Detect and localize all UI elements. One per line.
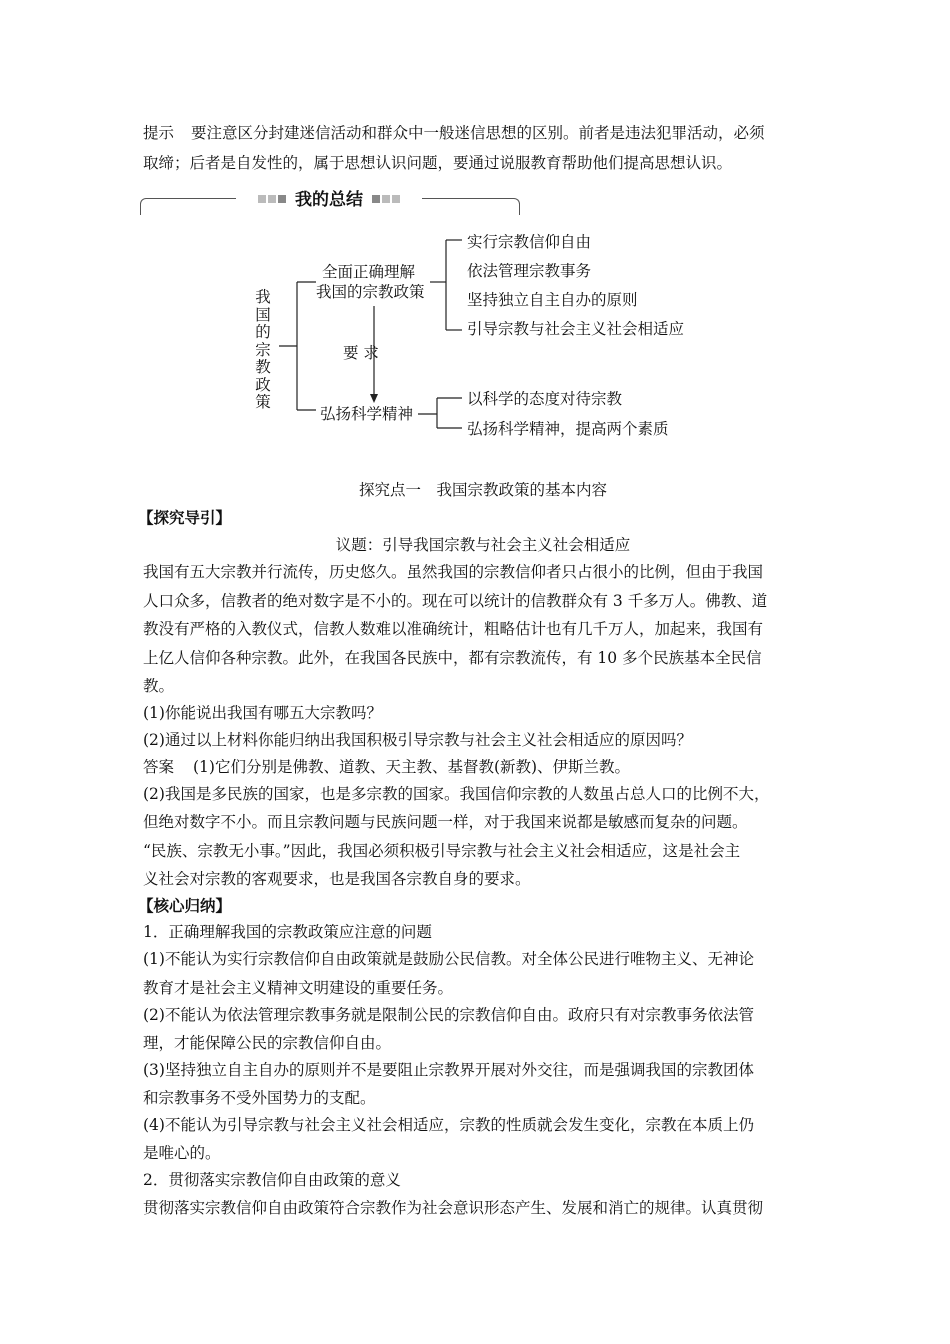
material-line: 教。 — [143, 677, 175, 695]
core-line: (3)坚持独立自主自办的原则并不是要阻止宗教界开展对外交往，而是强调我国的宗教团体 — [143, 1061, 754, 1079]
arrow-label: 要 求 — [343, 344, 379, 362]
answer-label: 答案 — [143, 758, 175, 776]
core-line: (1)不能认为实行宗教信仰自由政策就是鼓励公民信教。对全体公民进行唯物主义、无神论 — [143, 950, 754, 968]
answer-line-1 — [143, 757, 823, 777]
branch1-item: 实行宗教信仰自由 — [467, 233, 592, 251]
guide-heading: 【探究导引】 — [138, 508, 232, 527]
core-line: 和宗教事务不受外国势力的支配。 — [143, 1089, 376, 1107]
hint-text-1: 要注意区分封建迷信活动和群众中一般迷信思想的区别。前者是违法犯罪活动，必须 — [191, 124, 765, 142]
core-line: 2．贯彻落实宗教信仰自由政策的意义 — [143, 1171, 401, 1189]
branch2-item: 弘扬科学精神，提高两个素质 — [467, 420, 669, 438]
question-1: (1)你能说出我国有哪五大宗教吗？ — [143, 704, 382, 722]
material-line: 教没有严格的入教仪式，信教人数难以准确统计，粗略估计也有几千万人，加起来，我国有 — [143, 620, 764, 638]
hint-line-1 — [143, 123, 823, 143]
answer-line: 义社会对宗教的客观要求，也是我国各宗教自身的要求。 — [143, 870, 531, 888]
core-line: 教育才是社会主义精神文明建设的重要任务。 — [143, 979, 454, 997]
summary-banner — [236, 184, 422, 210]
core-line: 理，才能保障公民的宗教信仰自由。 — [143, 1034, 392, 1052]
answer-line: (2)我国是多民族的国家，也是多宗教的国家。我国信仰宗教的人数虽占总人口的比例不大， — [143, 785, 770, 803]
branch1-line-2: 我国的宗教政策 — [316, 283, 425, 301]
branch1-item: 引导宗教与社会主义社会相适应 — [467, 320, 685, 338]
branch1-item: 坚持独立自主自办的原则 — [467, 291, 638, 309]
hint-line-2: 取缔；后者是自发性的，属于思想认识问题，要通过说服教育帮助他们提高思想认识。 — [143, 154, 733, 172]
diagram-root: 我国的宗教政策 — [255, 288, 271, 411]
core-line: 是唯心的。 — [143, 1144, 221, 1162]
answer-line: “民族、宗教无小事。”因此，我国必须积极引导宗教与社会主义社会相适应，这是社会主 — [143, 842, 741, 860]
material-line: 人口众多，信教者的绝对数字是不小的。现在可以统计的信教群众有 3 千多万人。佛教、道 — [143, 592, 768, 610]
core-line: 贯彻落实宗教信仰自由政策符合宗教作为社会意识形态产生、发展和消亡的规律。认真贯彻 — [143, 1199, 764, 1217]
material-line: 上亿人信仰各种宗教。此外，在我国各民族中，都有宗教流传，有 10 多个民族基本全民信 — [143, 649, 762, 667]
branch2-item: 以科学的态度对待宗教 — [467, 390, 623, 408]
hint-label: 提示 — [143, 124, 175, 142]
core-line: 1．正确理解我国的宗教政策应注意的问题 — [143, 923, 432, 941]
branch1-item: 依法管理宗教事务 — [467, 262, 592, 280]
answer-line: 但绝对数字不小。而且宗教问题与民族问题一样，对于我国来说都是敏感而复杂的问题。 — [143, 813, 748, 831]
summary-banner-title: 我的总结 — [295, 189, 363, 210]
banner-squares-left-icon — [257, 188, 287, 207]
section-title: 探究点一 我国宗教政策的基本内容 — [358, 481, 607, 499]
branch1-line-1: 全面正确理解 — [322, 263, 416, 281]
question-2: (2)通过以上材料你能归纳出我国积极引导宗教与社会主义社会相适应的原因吗？ — [143, 731, 692, 749]
material-line: 我国有五大宗教并行流传，历史悠久。虽然我国的宗教信仰者只占很小的比例，但由于我国 — [143, 563, 764, 581]
core-line: (2)不能认为依法管理宗教事务就是限制公民的宗教信仰自由。政府只有对宗教事务依法管 — [143, 1006, 754, 1024]
core-heading: 【核心归纳】 — [138, 896, 232, 915]
branch2-label: 弘扬科学精神 — [320, 405, 414, 423]
banner-squares-right-icon — [371, 188, 401, 207]
answer-text-1: (1)它们分别是佛教、道教、天主教、基督教(新教)、伊斯兰教。 — [193, 758, 631, 776]
core-line: (4)不能认为引导宗教与社会主义社会相适应，宗教的性质就会发生变化，宗教在本质上仍 — [143, 1116, 754, 1134]
topic: 议题：引导我国宗教与社会主义社会相适应 — [335, 536, 631, 554]
